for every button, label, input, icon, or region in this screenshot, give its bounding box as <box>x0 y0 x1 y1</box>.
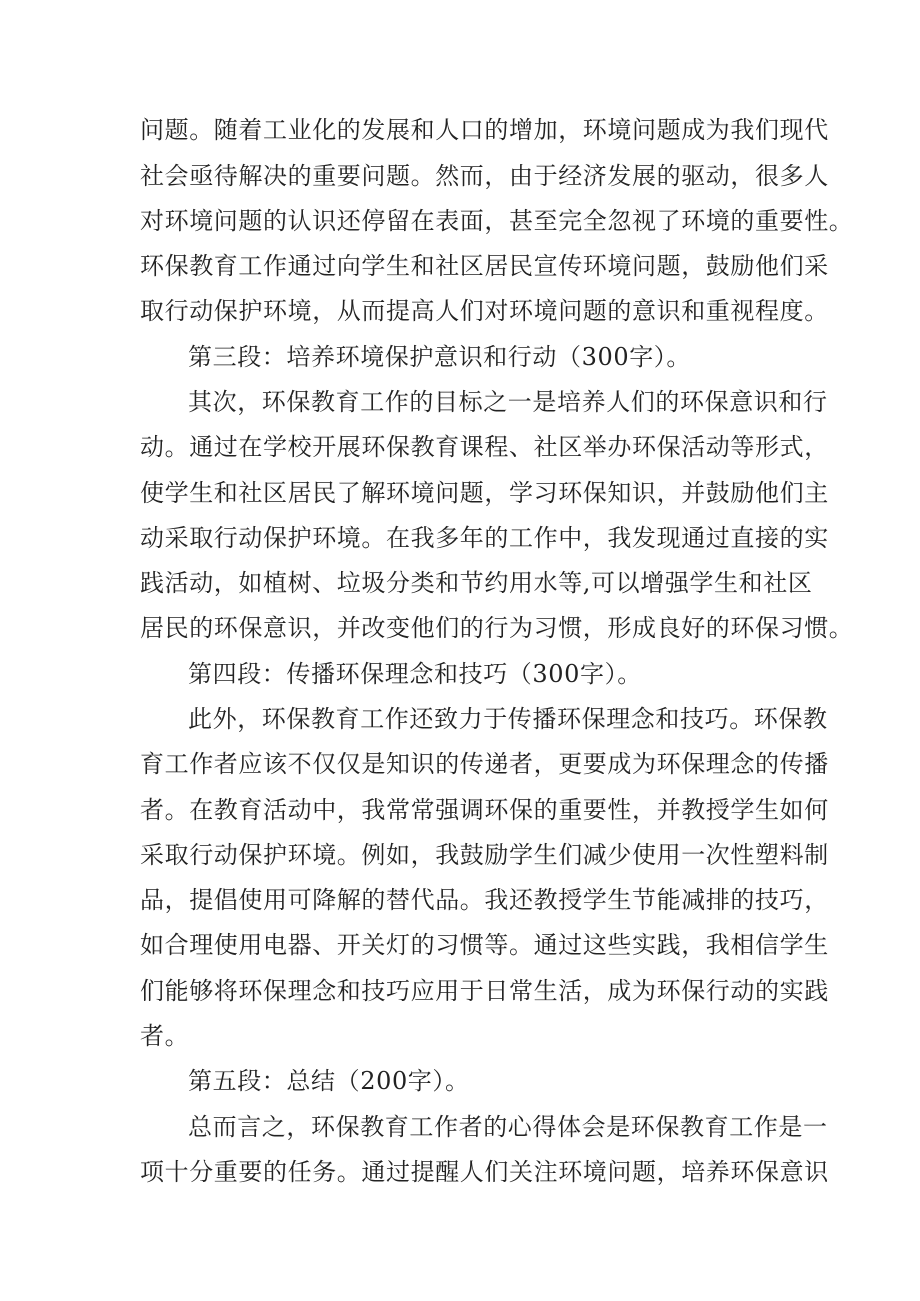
text-line: 使学生和社区居民了解环境问题，学习环保知识，并鼓励他们主 <box>140 479 829 507</box>
section-heading: 第五段：总结（200字）。 <box>188 1067 470 1095</box>
text-line: 此外，环保教育工作还致力于传播环保理念和技巧。环保教 <box>188 705 828 733</box>
section-heading: 第四段：传播环保理念和技巧（300字）。 <box>188 660 642 688</box>
text-line: 践活动，如植树、垃圾分类和节约用水等,可以增强学生和社区 <box>140 569 813 597</box>
text-line: 总而言之，环保教育工作者的心得体会是环保教育工作是一 <box>188 1113 828 1141</box>
text-line: 其次，环保教育工作的目标之一是培养人们的环保意识和行 <box>188 388 828 416</box>
text-line: 居民的环保意识，并改变他们的行为习惯，形成良好的环保习惯。 <box>140 614 854 642</box>
text-line: 者。在教育活动中，我常常强调环保的重要性，并教授学生如何 <box>140 796 829 824</box>
text-line: 者。 <box>140 1022 190 1050</box>
text-line: 动。通过在学校开展环保教育课程、社区举办环保活动等形式， <box>140 433 829 461</box>
text-line: 项十分重要的任务。通过提醒人们关注环境问题，培养环保意识 <box>140 1158 829 1186</box>
text-line: 如合理使用电器、开关灯的习惯等。通过这些实践，我相信学生 <box>140 931 829 959</box>
section-heading: 第三段：培养环境保护意识和行动（300字）。 <box>188 343 692 371</box>
text-line: 采取行动保护环境。例如，我鼓励学生们减少使用一次性塑料制 <box>140 841 829 869</box>
text-line: 对环境问题的认识还停留在表面，甚至完全忽视了环境的重要性。 <box>140 207 854 235</box>
text-line: 动采取行动保护环境。在我多年的工作中，我发现通过直接的实 <box>140 524 829 552</box>
text-line: 育工作者应该不仅仅是知识的传递者，更要成为环保理念的传播 <box>140 750 829 778</box>
text-line: 取行动保护环境，从而提高人们对环境问题的意识和重视程度。 <box>140 297 829 325</box>
text-line: 问题。随着工业化的发展和人口的增加，环境问题成为我们现代 <box>140 116 829 144</box>
text-line: 环保教育工作通过向学生和社区居民宣传环境问题，鼓励他们采 <box>140 252 829 280</box>
text-line: 们能够将环保理念和技巧应用于日常生活，成为环保行动的实践 <box>140 977 829 1005</box>
text-line: 社会亟待解决的重要问题。然而，由于经济发展的驱动，很多人 <box>140 162 829 190</box>
text-line: 品，提倡使用可降解的替代品。我还教授学生节能减排的技巧， <box>140 886 829 914</box>
